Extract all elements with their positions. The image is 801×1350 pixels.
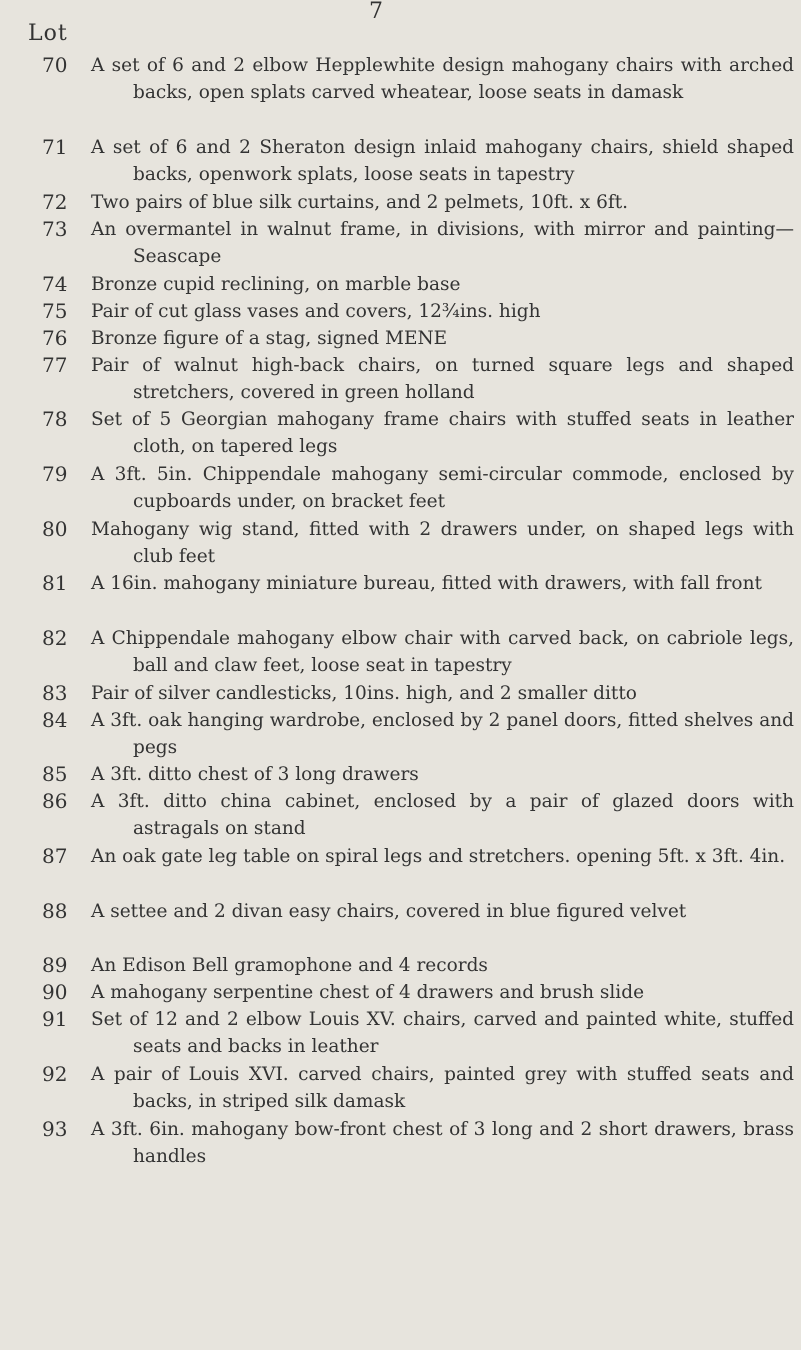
lot-description: A 3ft. ditto chest of 3 long drawers (91, 764, 419, 785)
lot-number: 84 (42, 708, 68, 732)
lot-number: 81 (42, 571, 68, 595)
lot-number: 72 (42, 190, 68, 214)
lot-number: 91 (42, 1007, 68, 1031)
lot-description: Set of 12 and 2 elbow Louis XV. chairs, carved and painted white, stuffed seats and backs in leather (91, 1009, 794, 1057)
lot-description: A mahogany serpentine chest of 4 drawers and brush slide (91, 982, 645, 1003)
lot-number: 70 (42, 53, 68, 77)
lot-number: 76 (42, 326, 68, 350)
lot-description: Pair of cut glass vases and covers, 12¾ins. high (91, 301, 541, 322)
lot-number: 89 (42, 953, 68, 977)
lot-description: Two pairs of blue silk curtains, and 2 pelmets, 10ft. x 6ft. (91, 192, 629, 213)
lot-description: A pair of Louis XVI. carved chairs, painted grey with stuffed seats and backs, in striped silk damask (91, 1064, 794, 1112)
lot-description: A 3ft. 5in. Chippendale mahogany semi-circular commode, enclosed by cupboards under, on bracket feet (91, 464, 794, 512)
lot-description: A 3ft. oak hanging wardrobe, enclosed by 2 panel doors, fitted shelves and pegs (91, 710, 794, 758)
lot-number: 75 (42, 299, 68, 323)
lot-number: 74 (42, 272, 68, 296)
lot-description: Bronze figure of a stag, signed MENE (91, 328, 448, 349)
lot-description: A 16in. mahogany miniature bureau, fitted with drawers, with fall front (91, 573, 762, 594)
lot-number: 83 (42, 681, 68, 705)
lot-number: 93 (42, 1117, 68, 1141)
lot-number: 82 (42, 626, 68, 650)
lot-number: 85 (42, 762, 68, 786)
lot-number: 88 (42, 899, 68, 923)
lot-number: 79 (42, 462, 68, 486)
lot-number: 78 (42, 407, 68, 431)
lot-number: 90 (42, 980, 68, 1004)
lot-number: 92 (42, 1062, 68, 1086)
lot-number: 73 (42, 217, 68, 241)
lot-description: Pair of silver candlesticks, 10ins. high, and 2 smaller ditto (91, 683, 637, 704)
lot-number: 71 (42, 135, 68, 159)
lot-description: An overmantel in walnut frame, in divisions, with mirror and painting—Seascape (91, 219, 794, 267)
lot-description: A Chippendale mahogany elbow chair with carved back, on cabriole legs, ball and claw feet, loose seat in tapestry (91, 628, 794, 676)
lot-number: 77 (42, 353, 68, 377)
lot-number: 80 (42, 517, 68, 541)
lot-number: 86 (42, 789, 68, 813)
lot-description: Mahogany wig stand, fitted with 2 drawers under, on shaped legs with club feet (91, 519, 794, 567)
lot-description: A 3ft. 6in. mahogany bow-front chest of 3 long and 2 short drawers, brass handles (91, 1119, 794, 1167)
lot-description: A set of 6 and 2 Sheraton design inlaid mahogany chairs, shield shaped backs, openwork splats, loose seats in tapestry (91, 137, 794, 185)
lot-description: An Edison Bell gramophone and 4 records (91, 955, 488, 976)
lot-description: Set of 5 Georgian mahogany frame chairs with stuffed seats in leather cloth, on tapered legs (91, 409, 794, 457)
lot-description: A set of 6 and 2 elbow Hepplewhite design mahogany chairs with arched backs, open splats carved wheatear, loose seats in damask (91, 55, 794, 103)
lot-description: Bronze cupid reclining, on marble base (91, 274, 461, 295)
lot-number: 87 (42, 844, 68, 868)
page-number: 7 (369, 0, 383, 24)
lot-description: A 3ft. ditto china cabinet, enclosed by a pair of glazed doors with astragals on stand (91, 791, 794, 839)
lot-description: An oak gate leg table on spiral legs and stretchers. opening 5ft. x 3ft. 4in. (91, 846, 786, 867)
lot-description: A settee and 2 divan easy chairs, covered in blue figured velvet (91, 901, 687, 922)
lot-description: Pair of walnut high-back chairs, on turned square legs and shaped stretchers, covered in green holland (91, 355, 794, 403)
lot-column-header: Lot (28, 21, 68, 46)
